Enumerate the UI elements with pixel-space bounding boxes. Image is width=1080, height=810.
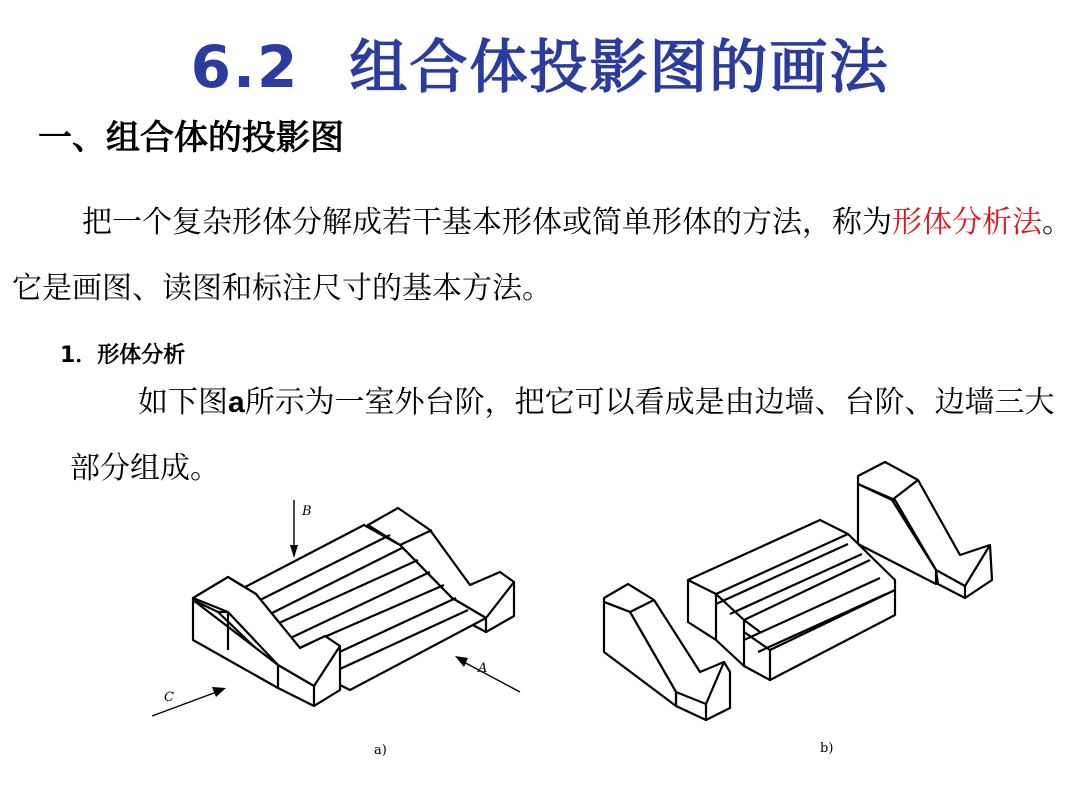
section-heading: 一、组合体的投影图 [38, 118, 344, 158]
paragraph-2-before: 如下图 [138, 385, 228, 420]
paragraph-1-before: 把一个复杂形体分解成若干基本形体或简单形体的方法，称为 [82, 205, 892, 240]
title-number: 6.2 [190, 33, 300, 101]
paragraph-2-after: 所示为一室外台阶，把它可以看成是由边墙、台阶、边墙三大部分组成。 [70, 385, 1055, 486]
subheading: 1．形体分析 [60, 343, 186, 368]
figure-a-stair [193, 508, 514, 706]
figure-b-caption: b) [820, 741, 834, 756]
figure-a-label-a: A [478, 661, 488, 676]
highlight-term: 形体分析法 [892, 205, 1042, 240]
title-text: 组合体投影图的画法 [349, 33, 890, 101]
figure-a-label-b: B [302, 504, 312, 519]
paragraph-1-after: 。它是画图、读图和标注尺寸的基本方法。 [12, 205, 1072, 306]
figure-a-caption: a) [374, 743, 387, 758]
paragraph-2-letter: a [228, 386, 245, 419]
figure-a-label-c: C [164, 690, 174, 705]
